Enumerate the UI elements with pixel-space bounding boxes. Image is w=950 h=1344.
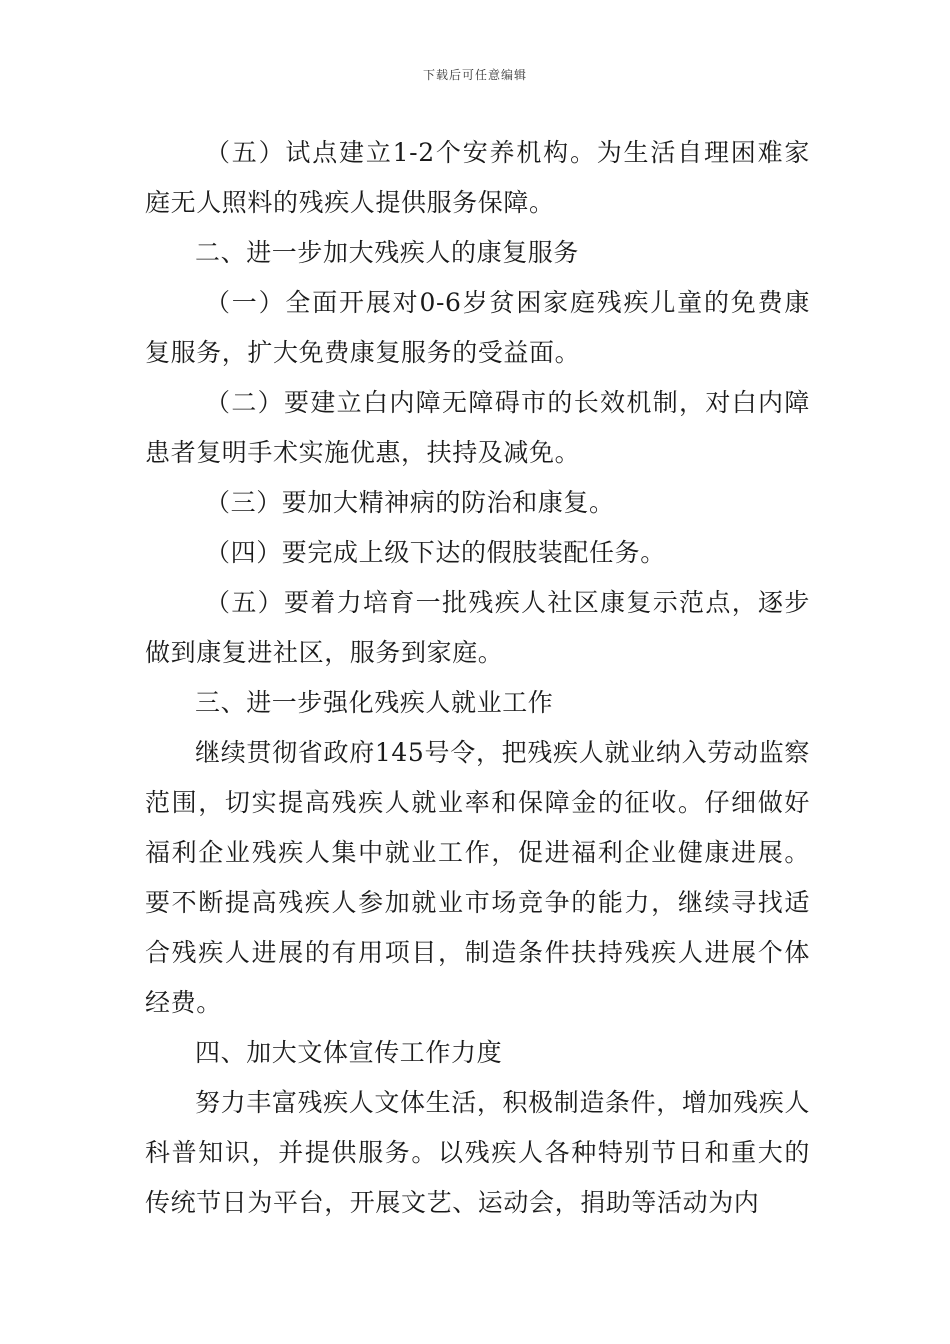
paragraph-item-4-prosthetics: （四）要完成上级下达的假肢装配任务。 — [205, 538, 666, 567]
paragraph-item-5-safety-institutions: （五）试点建立1-2个安养机构。为生活自理困难家庭无人照料的残疾人提供服务保障。 — [145, 138, 810, 217]
paragraph-item-1-child-rehab: （一）全面开展对0-6岁贫困家庭残疾儿童的免费康复服务，扩大免费康复服务的受益面。 — [145, 288, 810, 367]
section-heading-rehabilitation: 二、进一步加大残疾人的康复服务 — [195, 238, 580, 267]
paragraph-item-5-community-rehab: （五）要着力培育一批残疾人社区康复示范点，逐步做到康复进社区，服务到家庭。 — [145, 588, 810, 667]
paragraph-culture-sports: 努力丰富残疾人文体生活，积极制造条件，增加残疾人科普知识，并提供服务。以残疾人各种特别节日和重大的传统节日为平台，开展文艺、运动会，捐助等活动为内 — [145, 1088, 810, 1217]
paragraph-item-3-mental-health: （三）要加大精神病的防治和康复。 — [205, 488, 615, 517]
section-heading-culture-sports: 四、加大文体宣传工作力度 — [195, 1038, 503, 1067]
page-header: 下载后可任意编辑 — [422, 68, 527, 82]
section-heading-employment: 三、进一步强化残疾人就业工作 — [195, 688, 554, 717]
document-body — [145, 128, 810, 1228]
paragraph-employment: 继续贯彻省政府145号令，把残疾人就业纳入劳动监察范围，切实提高残疾人就业率和保障金的征收。仔细做好福利企业残疾人集中就业工作，促进福利企业健康进展。要不断提高残疾人参加就业市场竞争的能力，继续寻找适合残疾人进展的有用项目，制造条件扶持残疾人进展个体经费。 — [145, 738, 810, 1017]
paragraph-item-2-cataract: （二）要建立白内障无障碍市的长效机制，对白内障患者复明手术实施优惠，扶持及减免。 — [145, 388, 810, 467]
